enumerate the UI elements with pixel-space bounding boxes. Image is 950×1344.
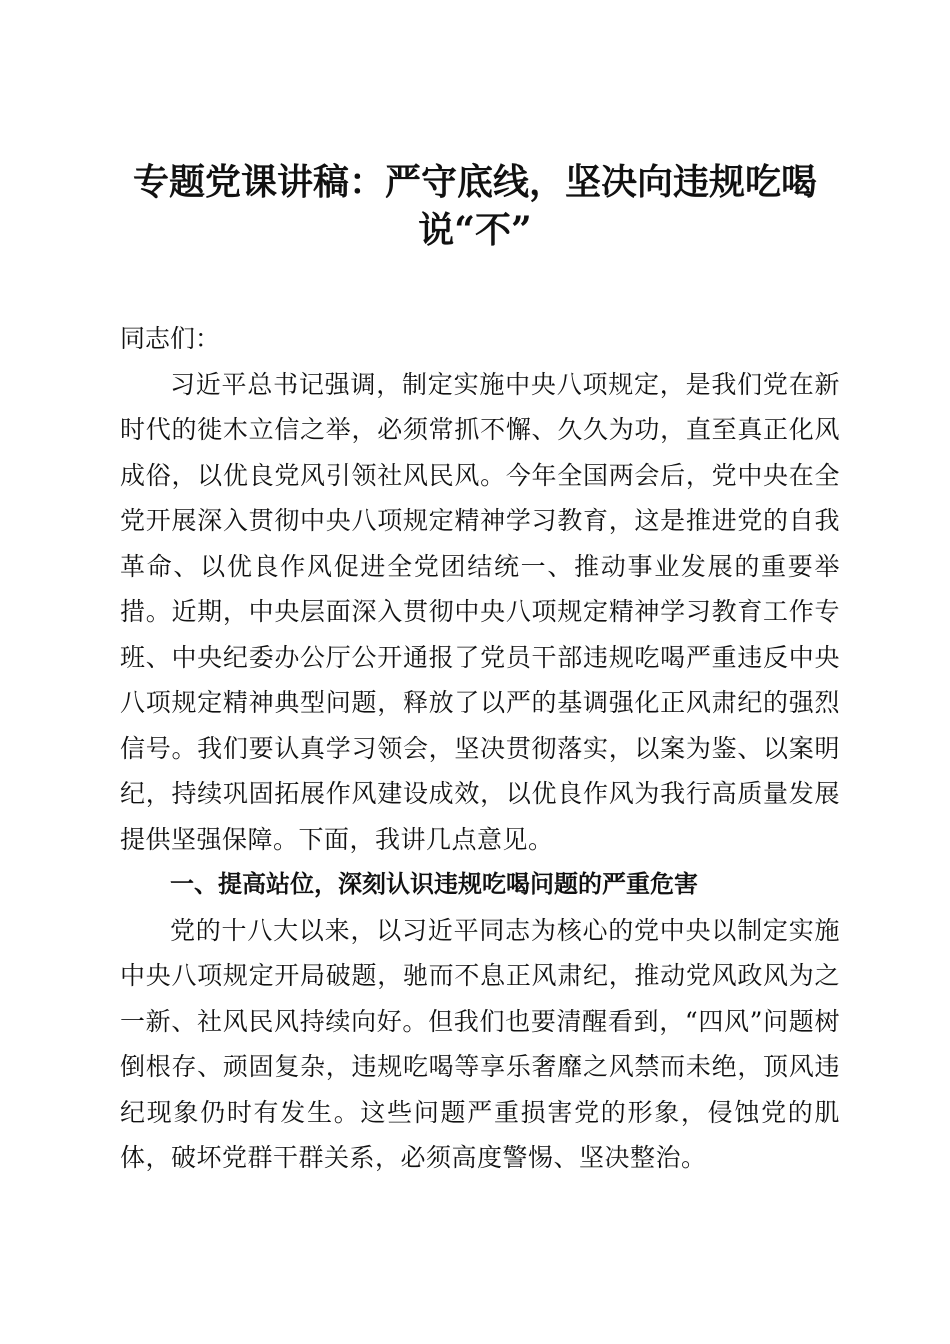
title-line-2: 说“不”	[418, 209, 532, 251]
document-title	[100, 158, 850, 254]
section-heading-1: 一、提高站位，深刻认识违规吃喝问题的严重危害	[170, 870, 698, 898]
paragraph-intro: 习近平总书记强调，制定实施中央八项规定，是我们党在新时代的徙木立信之举，必须常抓不懈、久久为功，直至真正化风成俗，以优良党风引领社风民风。今年全国两会后，党中央在全党开展深入贯彻中央八项规定精神学习教育，这是推进党的自我革命、以优良作风促进全党团结统一、推动事业发展的重要举措。近期，中央层面深入贯彻中央八项规定精神学习教育工作专班、中央纪委办公厅公开通报了党员干部违规吃喝严重违反中央八项规定精神典型问题，释放了以严的基调强化正风肃纪的强烈信号。我们要认真学习领会，坚决贯彻落实，以案为鉴、以案明纪，持续巩固拓展作风建设成效，以优良作风为我行高质量发展提供坚强保障。下面，我讲几点意见。	[120, 369, 840, 854]
title-line-1: 专题党课讲稿：严守底线，坚决向违规吃喝	[132, 161, 817, 203]
paragraph-section-1: 党的十八大以来，以习近平同志为核心的党中央以制定实施中央八项规定开局破题，驰而不息正风肃纪，推动党风政风为之一新、社风民风持续向好。但我们也要清醒看到，“四风”问题树倒根存、顽固复杂，违规吃喝等享乐奢靡之风禁而未绝，顶风违纪现象仍时有发生。这些问题严重损害党的形象，侵蚀党的肌体，破坏党群干群关系，必须高度警惕、坚决整治。	[120, 915, 840, 1172]
document-body	[120, 316, 840, 1181]
salutation: 同志们：	[120, 324, 221, 353]
